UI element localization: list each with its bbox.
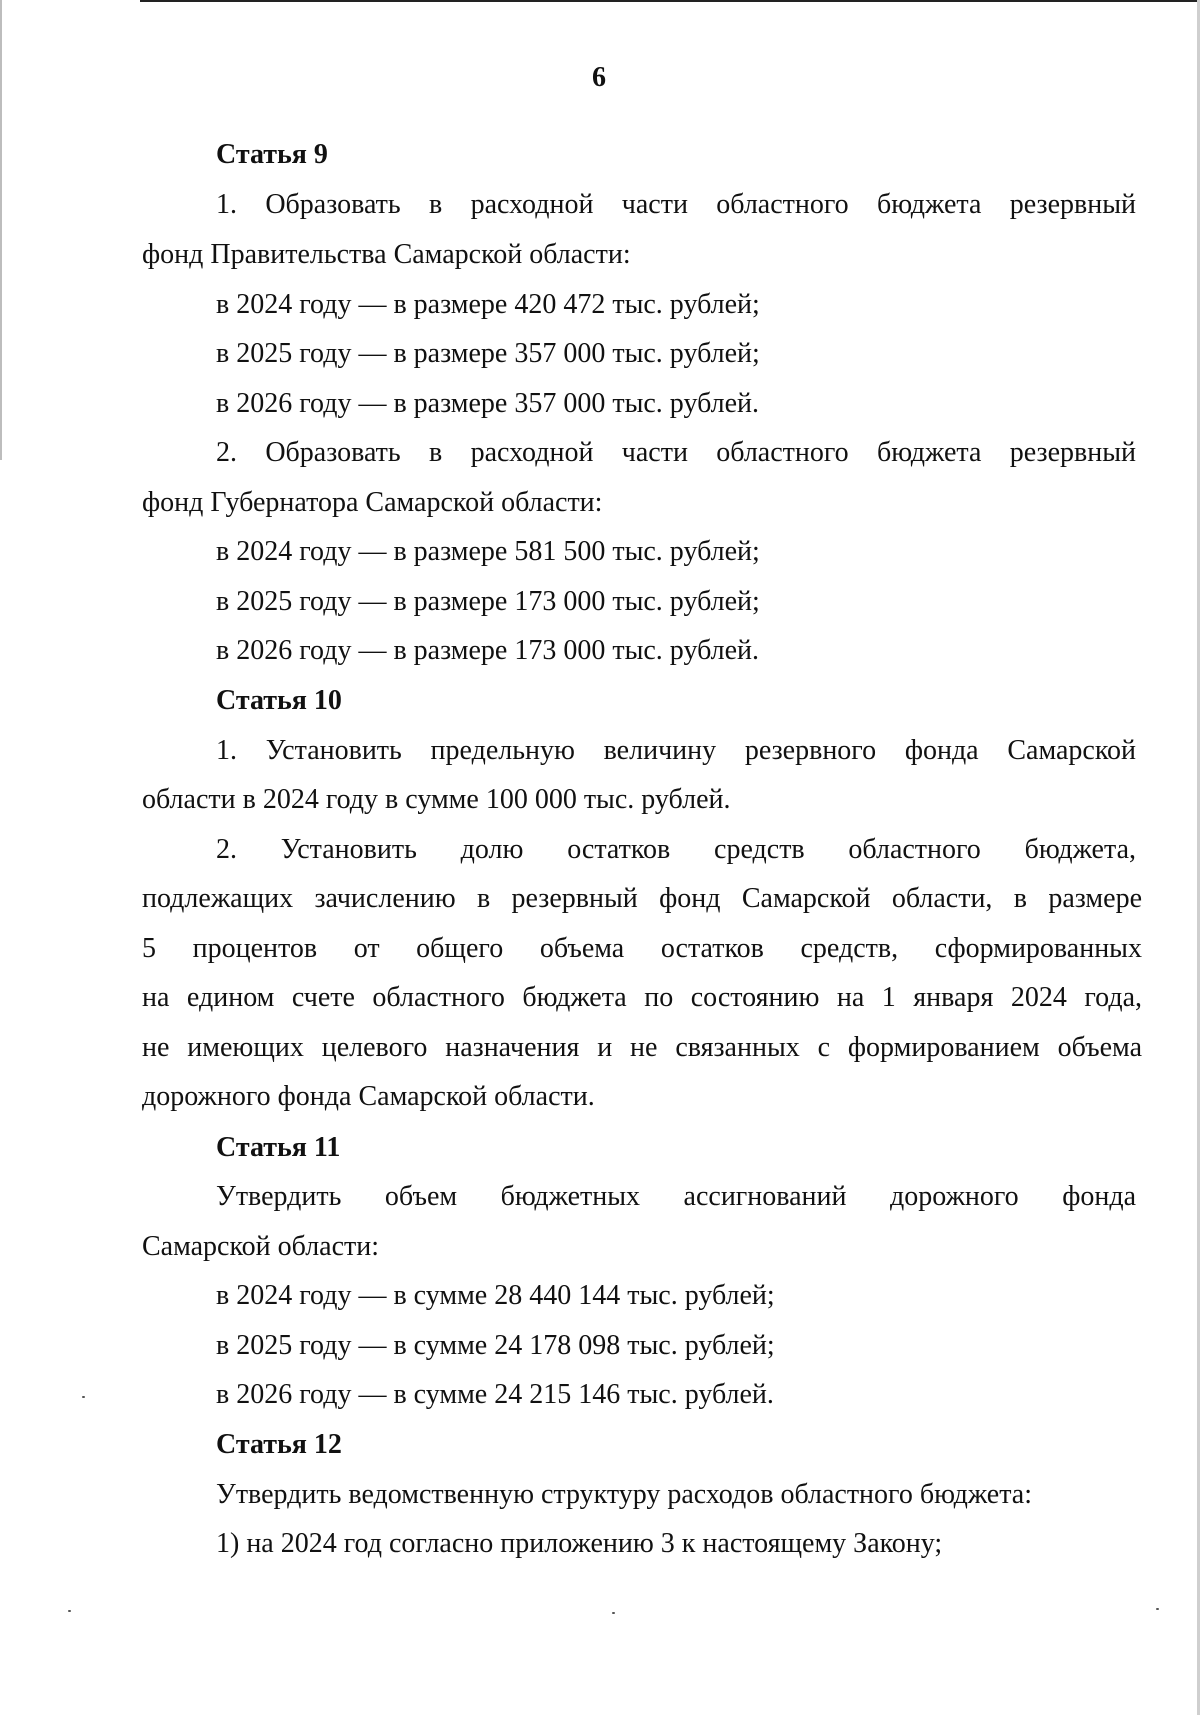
article-9-p1-line1: 1. Образовать в расходной части областного бюджета резервный [216,189,1136,220]
article-11-p1-line2: Самарской области: [142,1231,380,1262]
scan-edge-top [140,0,1200,2]
article-10-p2-line3: 5 процентов от общего объема остатков средств, сформированных [142,933,1142,964]
article-10-p1-line1: 1. Установить предельную величину резервного фонда Самарской [216,735,1136,766]
article-10-p2-line4: на едином счете областного бюджета по состоянию на 1 января 2024 года, [142,982,1142,1013]
article-9-p2-item1: в 2024 году — в размере 581 500 тыс. рублей; [216,536,760,567]
article-9-title: Статья 9 [216,139,328,170]
article-10-title: Статья 10 [216,685,342,716]
scan-edge-left [0,0,2,460]
article-11-item2: в 2025 году — в сумме 24 178 098 тыс. рублей; [216,1330,775,1361]
article-11-p1-line1: Утвердить объем бюджетных ассигнований дорожного фонда [216,1181,1136,1212]
article-9-p1-line2: фонд Правительства Самарской области: [142,239,631,270]
article-10-p2-line5: не имеющих целевого назначения и не связанных с формированием объема [142,1032,1142,1063]
article-9-p1-item2: в 2025 году — в размере 357 000 тыс. рублей; [216,338,760,369]
article-12-p1-line1: Утвердить ведомственную структуру расходов областного бюджета: [216,1479,1033,1510]
article-11-item3: в 2026 году — в сумме 24 215 146 тыс. рублей. [216,1379,774,1410]
article-9-p1-item1: в 2024 году — в размере 420 472 тыс. рублей; [216,289,760,320]
article-10-p2-line1: 2. Установить долю остатков средств областного бюджета, [216,834,1136,865]
article-10-p2-line6: дорожного фонда Самарской области. [142,1081,595,1112]
article-11-item1: в 2024 году — в сумме 28 440 144 тыс. рублей; [216,1280,775,1311]
article-9-p2-item3: в 2026 году — в размере 173 000 тыс. рублей. [216,635,760,666]
article-10-p1-line2: области в 2024 году в сумме 100 000 тыс. рублей. [142,784,731,815]
scan-speck [68,1610,71,1612]
scan-speck [1156,1608,1159,1610]
article-10-p2-line2: подлежащих зачислению в резервный фонд Самарской области, в размере [142,883,1142,914]
article-9-p2-line2: фонд Губернатора Самарской области: [142,487,603,518]
scan-speck [612,1612,615,1614]
article-11-title: Статья 11 [216,1132,341,1163]
article-9-p2-item2: в 2025 году — в размере 173 000 тыс. рублей; [216,586,760,617]
article-12-title: Статья 12 [216,1429,342,1460]
article-12-item1: 1) на 2024 год согласно приложению 3 к настоящему Закону; [216,1528,943,1559]
page-number: 6 [592,62,606,93]
article-9-p2-line1: 2. Образовать в расходной части областного бюджета резервный [216,437,1136,468]
scan-speck [82,1396,85,1398]
article-9-p1-item3: в 2026 году — в размере 357 000 тыс. рублей. [216,388,760,419]
